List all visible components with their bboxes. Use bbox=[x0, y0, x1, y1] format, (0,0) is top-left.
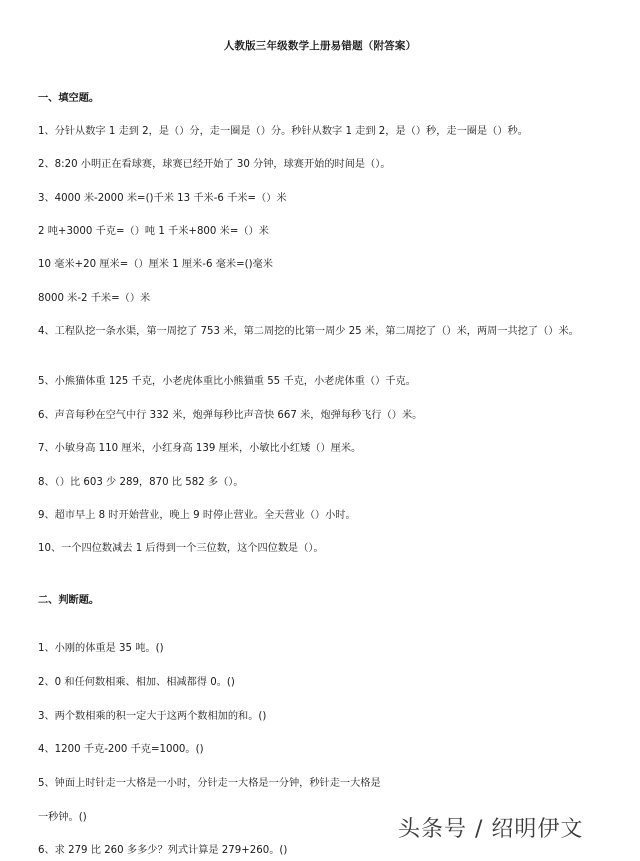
question-line: 5、钟面上时针走一大格是一小时，分针走一大格是一分钟，秒针走一大格是 bbox=[38, 778, 381, 789]
question-line: 一秒钟。() bbox=[38, 812, 87, 823]
question-line: 6、声音每秒在空气中行 332 米，炮弹每秒比声音快 667 米，炮弹每秒飞行（）米。 bbox=[38, 410, 423, 421]
document-title: 人教版三年级数学上册易错题（附答案） bbox=[223, 40, 417, 52]
question-line: 8、（）比 603 少 289，870 比 582 多（）。 bbox=[38, 477, 244, 488]
question-line: 4、1200 千克-200 千克=1000。() bbox=[38, 744, 204, 755]
question-line: 2 吨+3000 千克=（）吨 1 千米+800 米=（）米 bbox=[38, 226, 269, 237]
question-line: 8000 米-2 千米=（）米 bbox=[38, 293, 151, 304]
section-heading-true-false: 二、判断题。 bbox=[38, 595, 100, 606]
watermark-text: 头条号 / 绍明伊文 bbox=[398, 817, 584, 842]
question-line: 2、0 和任何数相乘、相加、相减都得 0。() bbox=[38, 677, 235, 688]
question-line: 9、超市早上 8 时开始营业，晚上 9 时停止营业。全天营业（）小时。 bbox=[38, 510, 356, 521]
question-line: 5、小熊猫体重 125 千克，小老虎体重比小熊猫重 55 千克，小老虎体重（）千克。 bbox=[38, 376, 416, 387]
section-heading-fill-blank: 一、填空题。 bbox=[38, 93, 100, 104]
question-line: 3、4000 米-2000 米=()千米 13 千米-6 千米=（）米 bbox=[38, 193, 287, 204]
question-line: 4、工程队挖一条水渠，第一周挖了 753 米，第二周挖的比第一周少 25 米，第二周挖了（）米，两周一共挖了（）米。 bbox=[38, 326, 579, 337]
question-line: 2、8:20 小明正在看球赛，球赛已经开始了 30 分钟，球赛开始的时间是（）。 bbox=[38, 159, 391, 170]
question-line: 6、求 279 比 260 多多少？列式计算是 279+260。() bbox=[38, 845, 288, 856]
question-line: 3、两个数相乘的积一定大于这两个数相加的和。() bbox=[38, 711, 267, 722]
question-line: 1、小刚的体重是 35 吨。() bbox=[38, 643, 164, 654]
question-line: 1、分针从数字 1 走到 2，是（）分，走一圈是（）分。秒针从数字 1 走到 2，是（）秒，走一圈是（）秒。 bbox=[38, 126, 528, 137]
question-line: 7、小敏身高 110 厘米，小红身高 139 厘米，小敏比小红矮（）厘米。 bbox=[38, 443, 362, 454]
question-line: 10、一个四位数减去 1 后得到一个三位数，这个四位数是（）。 bbox=[38, 543, 324, 554]
question-line: 10 毫米+20 厘米=（）厘米 1 厘米-6 毫米=()毫米 bbox=[38, 259, 273, 270]
